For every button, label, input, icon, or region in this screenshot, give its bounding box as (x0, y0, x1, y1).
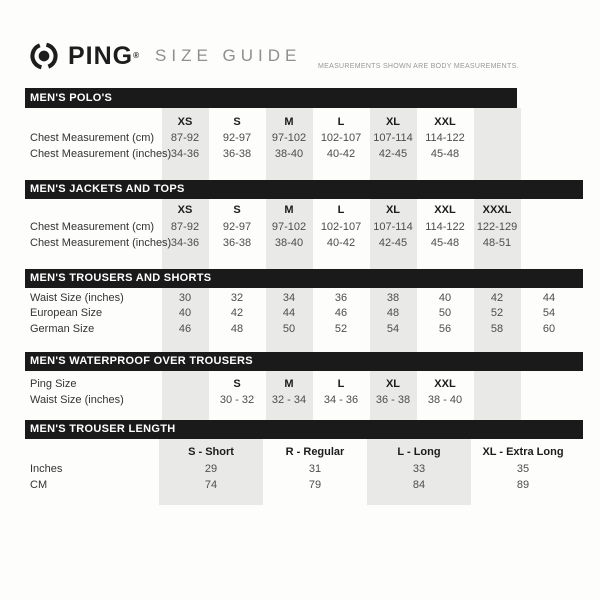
size-cell: 38-40 (274, 236, 304, 249)
row-label: Ping Size (30, 378, 77, 390)
row-label: Chest Measurement (inches) (30, 147, 172, 160)
row-label: Chest Measurement (cm) (30, 220, 155, 233)
size-cell: 107-114 (373, 132, 413, 144)
size-header-cell: L - Long (397, 446, 441, 458)
ping-ring-icon (28, 40, 60, 72)
size-cell: 29 (204, 462, 218, 475)
size-cell: 50 (282, 322, 296, 335)
size-cell: 42-45 (378, 236, 408, 249)
size-header-cell: R - Regular (285, 446, 345, 458)
size-header-cell: XL (385, 204, 401, 216)
size-cell: 38 - 40 (427, 393, 463, 406)
size-header-cell: S (233, 116, 241, 128)
brand-wordmark: PING (68, 42, 134, 70)
size-cell: 34 (282, 291, 296, 304)
size-header-cell: S (233, 378, 241, 390)
size-cell: 97-102 (271, 132, 307, 144)
row-label: Waist Size (inches) (30, 291, 124, 304)
size-cell: 32 (230, 291, 244, 304)
size-header-cell: M (284, 116, 294, 128)
size-header-cell: XXL (434, 204, 456, 216)
section-men-s-polo-s (0, 88, 600, 180)
size-header-cell: S (233, 204, 241, 216)
table-row (25, 235, 583, 250)
size-cell: 48-51 (482, 236, 512, 249)
table-row (25, 218, 583, 235)
size-cell: 31 (308, 462, 322, 475)
row-label: CM (30, 478, 48, 491)
size-cell: 34-36 (170, 236, 200, 249)
size-cell: 33 (412, 462, 426, 475)
size-cell: 45-48 (430, 147, 460, 160)
size-cell: 36 - 38 (375, 393, 411, 406)
size-header-cell: XS (177, 116, 193, 128)
table-row (25, 290, 583, 305)
section-table (25, 439, 583, 505)
size-header-cell: L (337, 116, 345, 128)
size-cell: 122-129 (476, 220, 518, 233)
size-header-cell: XXL (434, 378, 456, 390)
section-men-s-trousers-and-shorts (0, 269, 600, 352)
table-row (25, 477, 583, 492)
size-header-cell: XL (385, 116, 401, 128)
size-cell: 97-102 (271, 220, 307, 233)
size-cell: 50 (438, 307, 452, 319)
size-cell: 34-36 (170, 147, 200, 160)
size-cell: 84 (412, 478, 426, 491)
size-cell: 89 (516, 478, 530, 491)
size-cell: 38-40 (274, 147, 304, 160)
measurements-note: MEASUREMENTS SHOWN ARE BODY MEASUREMENTS. (318, 63, 519, 70)
size-cell: 30 - 32 (219, 393, 255, 406)
size-header-row (25, 444, 583, 460)
size-header-cell: M (284, 204, 294, 216)
size-cell: 56 (438, 322, 452, 335)
section-header-bar: MEN'S TROUSERS AND SHORTS (25, 269, 583, 288)
table-row (25, 130, 583, 146)
row-label: German Size (30, 322, 95, 335)
size-cell: 79 (308, 478, 322, 491)
size-header-cell: XL (385, 378, 401, 390)
section-table (25, 199, 583, 269)
size-cell: 87-92 (170, 220, 200, 233)
size-cell: 34 - 36 (323, 393, 359, 406)
size-cell: 58 (490, 322, 504, 335)
size-header-cell: XL - Extra Long (482, 446, 564, 458)
size-cell: 36-38 (222, 147, 252, 160)
registered-mark: ® (133, 51, 140, 60)
size-cell: 54 (386, 322, 400, 335)
size-cell: 35 (516, 462, 530, 475)
size-cell: 102-107 (320, 220, 362, 233)
size-header-row (25, 114, 583, 130)
table-row (25, 305, 583, 321)
size-cell: 40 (178, 307, 192, 319)
section-header-bar: MEN'S POLO'S (25, 88, 517, 108)
size-cell: 44 (282, 307, 296, 319)
size-tables (0, 88, 600, 505)
size-cell: 40-42 (326, 147, 356, 160)
size-cell: 92-97 (222, 132, 252, 144)
size-cell: 40 (438, 291, 452, 304)
row-label: Waist Size (inches) (30, 393, 124, 406)
size-header-cell: S - Short (188, 446, 234, 458)
size-header-cell: XXXL (482, 204, 512, 216)
row-label: European Size (30, 307, 103, 319)
page-title: SIZE GUIDE (155, 46, 302, 65)
size-cell: 60 (542, 322, 556, 335)
size-cell: 107-114 (373, 220, 413, 233)
size-cell: 87-92 (170, 132, 200, 144)
size-cell: 40-42 (326, 236, 356, 249)
size-cell: 44 (542, 291, 556, 304)
size-cell: 36-38 (222, 236, 252, 249)
table-row (25, 146, 583, 161)
size-cell: 74 (204, 478, 218, 491)
size-header-cell: M (284, 378, 294, 390)
size-cell: 46 (334, 307, 348, 319)
size-cell: 30 (178, 291, 192, 304)
size-cell: 42-45 (378, 147, 408, 160)
row-label: Inches (30, 462, 63, 475)
section-header-bar: MEN'S WATERPROOF OVER TROUSERS (25, 352, 583, 371)
section-header-bar: MEN'S TROUSER LENGTH (25, 420, 583, 439)
table-row (25, 460, 583, 477)
size-cell: 48 (386, 307, 400, 319)
size-cell: 114-122 (425, 220, 465, 233)
section-table (25, 108, 583, 180)
size-header-cell: XXL (434, 116, 456, 128)
brand-logo (28, 40, 301, 72)
table-row (25, 392, 583, 407)
page-header (0, 0, 600, 88)
size-cell: 42 (490, 291, 504, 304)
row-label: Chest Measurement (inches) (30, 236, 172, 249)
size-header-cell: XS (177, 204, 193, 216)
size-cell: 52 (334, 322, 348, 335)
size-header-row (25, 376, 583, 392)
section-table (25, 288, 583, 352)
size-cell: 52 (490, 307, 504, 319)
row-label: Chest Measurement (cm) (30, 132, 155, 144)
size-cell: 32 - 34 (271, 393, 307, 406)
size-cell: 54 (542, 307, 556, 319)
section-header-bar: MEN'S JACKETS AND TOPS (25, 180, 583, 199)
size-header-cell: L (337, 378, 345, 390)
size-cell: 45-48 (430, 236, 460, 249)
section-men-s-jackets-and-tops (0, 180, 600, 269)
size-header-row (25, 202, 583, 218)
size-cell: 42 (230, 307, 244, 319)
size-cell: 48 (230, 322, 244, 335)
size-cell: 36 (334, 291, 348, 304)
size-cell: 46 (178, 322, 192, 335)
section-table (25, 371, 583, 420)
section-men-s-waterproof-over-trousers (0, 352, 600, 420)
size-cell: 102-107 (320, 132, 362, 144)
size-cell: 38 (386, 291, 400, 304)
section-men-s-trouser-length (0, 420, 600, 505)
table-row (25, 321, 583, 336)
size-header-cell: L (337, 204, 345, 216)
size-cell: 92-97 (222, 220, 252, 233)
size-cell: 114-122 (425, 132, 465, 144)
